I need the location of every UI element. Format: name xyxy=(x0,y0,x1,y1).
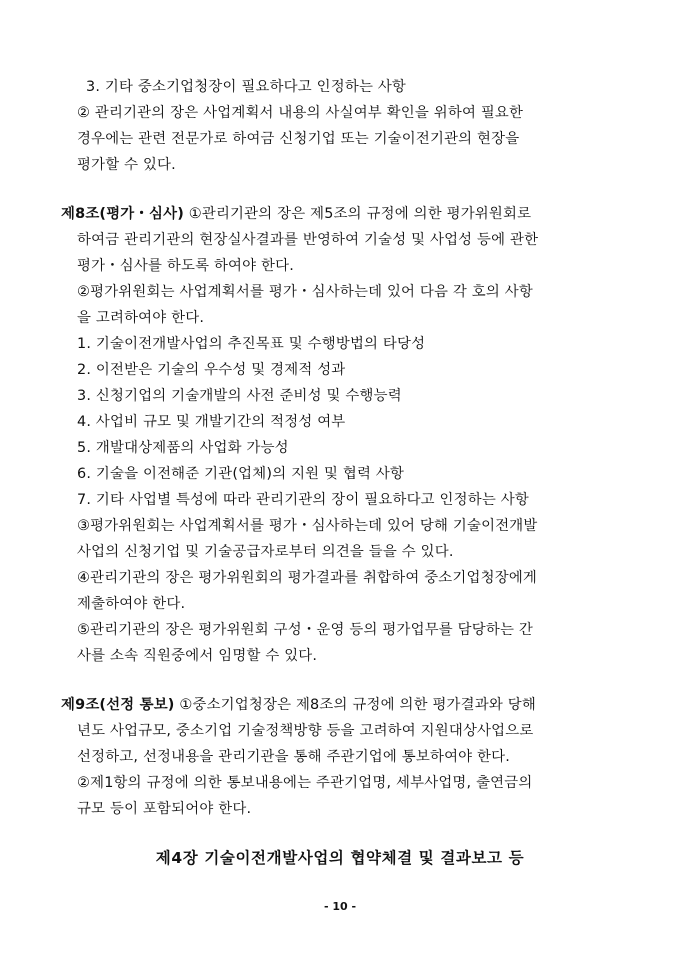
continuation-line-3: 경우에는 관련 전문가로 하여금 신청기업 또는 기술이전기관의 현장을 xyxy=(77,131,520,147)
article8-item-7: 7. 기타 사업별 특성에 따라 관리기관의 장이 필요하다고 인정하는 사항 xyxy=(77,492,529,508)
continuation-line-4: 평가할 수 있다. xyxy=(77,157,176,173)
article8-line: 사업의 신청기업 및 기술공급자로부터 의견을 들을 수 있다. xyxy=(77,544,454,560)
article9-line: 규모 등이 포함되어야 한다. xyxy=(77,801,252,817)
article8-line: ④관리기관의 장은 평가위원회의 평가결과를 취합하여 중소기업청장에게 xyxy=(77,570,538,586)
chapter-title: 제4장 기술이전개발사업의 협약체결 및 결과보고 등 xyxy=(155,849,525,867)
continuation-line-1: 3. 기타 중소기업청장이 필요하다고 인정하는 사항 xyxy=(86,79,407,95)
article9-line: ②제1항의 규정에 의한 통보내용에는 주관기업명, 세부사업명, 출연금의 xyxy=(77,775,533,791)
article8-item-2: 2. 이전받은 기술의 우수성 및 경제적 성과 xyxy=(77,362,346,378)
article8-line: ②평가위원회는 사업계획서를 평가・심사하는데 있어 다음 각 호의 사항 xyxy=(77,284,533,300)
article9-first-line-text: ①중소기업청장은 제8조의 규정에 의한 평가결과와 당해 xyxy=(179,697,536,713)
article8-line: ③평가위원회는 사업계획서를 평가・심사하는데 있어 당해 기술이전개발 xyxy=(77,518,538,534)
article9-first-line xyxy=(61,695,536,715)
article8-item-6: 6. 기술을 이전해준 기관(업체)의 지원 및 협력 사항 xyxy=(77,466,405,482)
article8-line: 평가・심사를 하도록 하여야 한다. xyxy=(77,258,295,274)
article9-line: 선정하고, 선정내용을 관리기관을 통해 주관기업에 통보하여야 한다. xyxy=(77,749,511,765)
article8-first-line-text: ①관리기관의 장은 제5조의 규정에 의한 평가위원회로 xyxy=(188,206,532,222)
continuation-line-2: ② 관리기관의 장은 사업계획서 내용의 사실여부 확인을 위하여 필요한 xyxy=(77,105,524,121)
article8-line: 제출하여야 한다. xyxy=(77,596,186,612)
page-number: - 10 - xyxy=(323,900,357,913)
article8-item-1: 1. 기술이전개발사업의 추진목표 및 수행방법의 타당성 xyxy=(77,336,426,352)
article8-line: 을 고려하여야 한다. xyxy=(77,310,205,326)
article8-first-line xyxy=(61,204,531,224)
article8-line: 하여금 관리기관의 현장실사결과를 반영하여 기술성 및 사업성 등에 관한 xyxy=(77,232,539,248)
article8-line: ⑤관리기관의 장은 평가위원회 구성・운영 등의 평가업무를 담당하는 간 xyxy=(77,622,533,638)
article8-item-3: 3. 신청기업의 기술개발의 사전 준비성 및 수행능력 xyxy=(77,388,402,404)
article8-item-5: 5. 개발대상제품의 사업화 가능성 xyxy=(77,440,289,456)
article9-line: 년도 사업규모, 중소기업 기술정책방향 등을 고려하여 지원대상사업으로 xyxy=(77,723,534,739)
article8-heading: 제8조(평가・심사) xyxy=(61,206,184,222)
article8-line: 사를 소속 직원중에서 임명할 수 있다. xyxy=(77,648,318,664)
article9-heading: 제9조(선정 통보) xyxy=(61,697,175,713)
article8-item-4: 4. 사업비 규모 및 개발기간의 적정성 여부 xyxy=(77,414,346,430)
